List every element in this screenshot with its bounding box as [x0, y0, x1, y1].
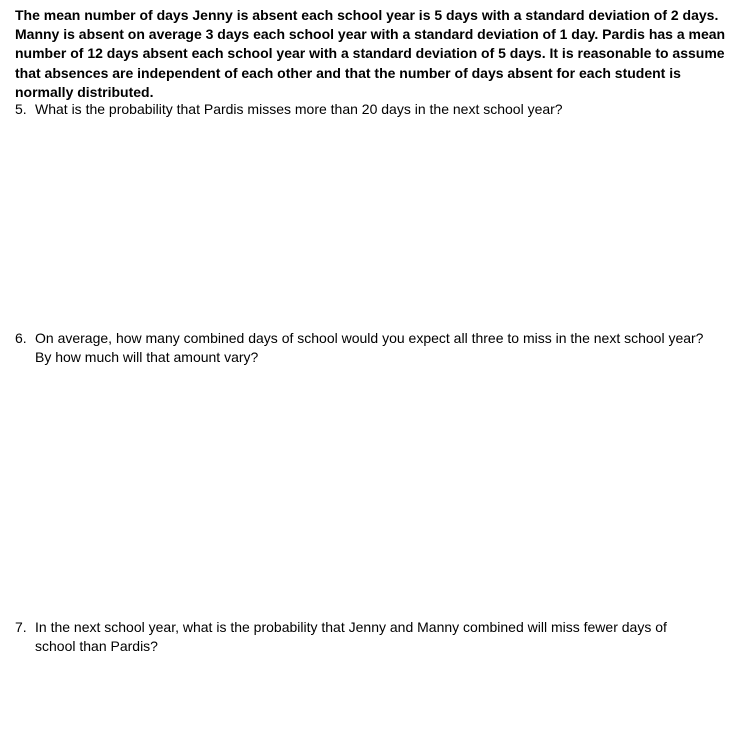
question-7	[15, 618, 737, 656]
question-6-text-line-2: By how much will that amount vary?	[35, 349, 259, 366]
intro-line-2: Manny is absent on average 3 days each school year with a standard deviation of 1 day. Pardis has a mean	[15, 26, 726, 43]
intro-line-3: number of 12 days absent each school year with a standard deviation of 5 days. It is reasonable to assume	[15, 45, 725, 62]
question-6-number: 6.	[15, 330, 27, 346]
intro-line-1: The mean number of days Jenny is absent each school year is 5 days with a standard deviation of 2 days.	[15, 7, 719, 23]
intro-line-5: normally distributed.	[15, 83, 154, 100]
question-7-text-line-1: In the next school year, what is the probability that Jenny and Manny combined will miss fewer days of	[35, 619, 667, 635]
question-6-text-line-1: On average, how many combined days of school would you expect all three to miss in the next school year?	[35, 330, 704, 346]
question-5-text: What is the probability that Pardis misses more than 20 days in the next school year?	[35, 101, 563, 117]
question-6	[15, 329, 737, 367]
question-5	[15, 100, 737, 119]
question-7-text-line-2: school than Pardis?	[35, 638, 158, 655]
question-5-number: 5.	[15, 101, 27, 117]
problem-statement	[15, 6, 737, 102]
question-7-number: 7.	[15, 619, 27, 635]
intro-line-4: that absences are independent of each other and that the number of days absent for each student is	[15, 64, 681, 81]
